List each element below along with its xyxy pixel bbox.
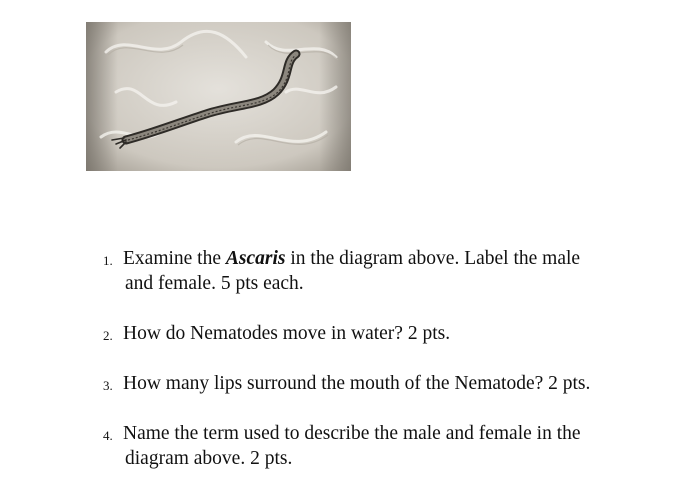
question-text-continued: and female. 5 pts each. [125, 273, 304, 294]
question-4 [100, 421, 640, 471]
question-3 [100, 371, 640, 396]
question-text-part: in the diagram above. Label the male [285, 248, 581, 269]
question-1 [100, 246, 640, 296]
question-text-part: Examine the [123, 248, 226, 269]
question-number: 1. [103, 253, 113, 268]
question-list [100, 246, 640, 471]
ascaris-photo [86, 22, 351, 171]
question-number: 3. [103, 378, 113, 393]
question-text: How many lips surround the mouth of the Nematode? 2 pts. [123, 373, 591, 394]
question-text-continued: diagram above. 2 pts. [125, 448, 293, 469]
question-2 [100, 321, 640, 346]
question-text: How do Nematodes move in water? 2 pts. [123, 323, 451, 344]
question-number: 2. [103, 328, 113, 343]
ascaris-image [86, 22, 351, 171]
emphasized-term: Ascaris [225, 248, 286, 269]
question-text [123, 246, 640, 271]
question-text: Name the term used to describe the male and female in the [123, 423, 581, 444]
question-number: 4. [103, 428, 113, 443]
